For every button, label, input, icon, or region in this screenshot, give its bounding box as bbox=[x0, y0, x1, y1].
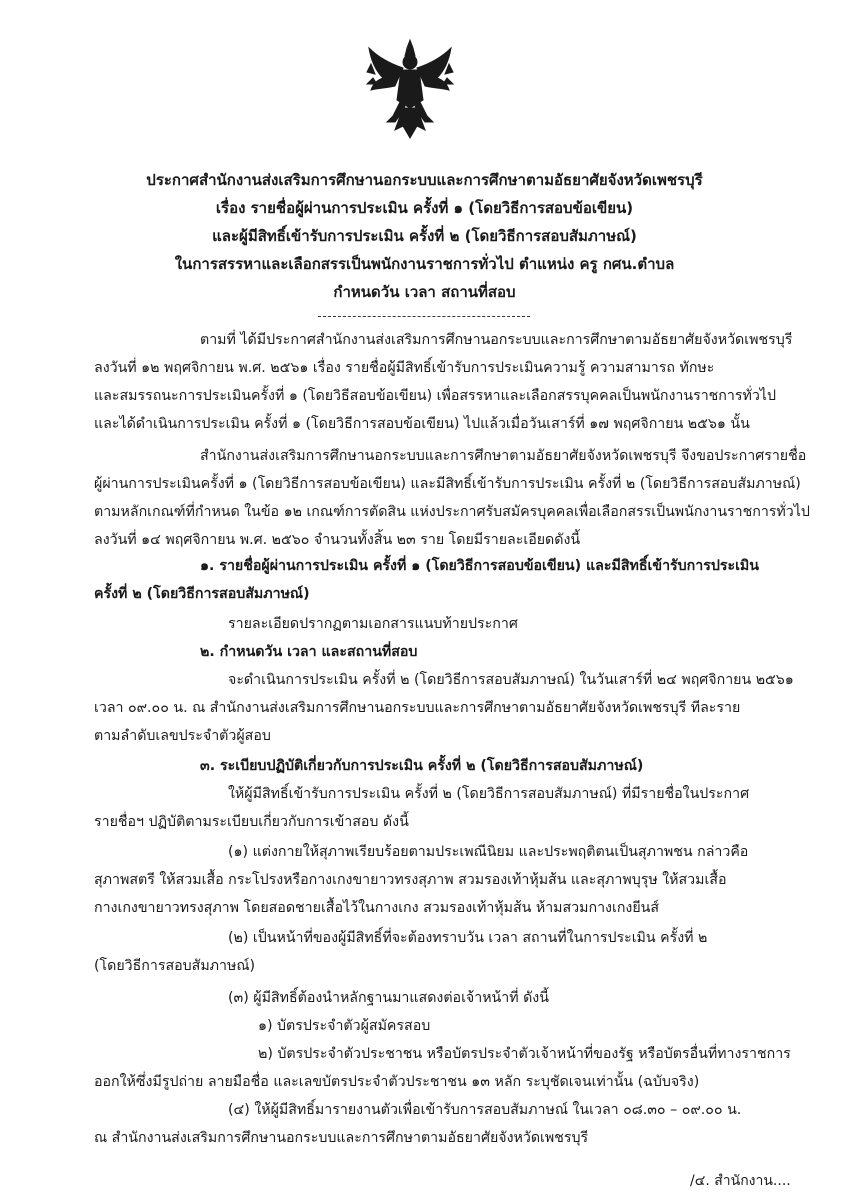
body-line: รายชื่อฯ ปฏิบัติตามระเบียบเกี่ยวกับการเข้าสอบ ดังนี้ bbox=[94, 814, 409, 830]
title-line-3: และผู้มีสิทธิ์เข้ารับการประเมิน ครั้งที่ ๒ (โดยวิธีการสอบสัมภาษณ์) bbox=[212, 227, 637, 245]
section-heading-3: ๓. ระเบียบปฏิบัติเกี่ยวกับการประเมิน ครั้งที่ ๒ (โดยวิธีการสอบสัมภาษณ์) bbox=[200, 758, 644, 774]
section-heading-2: ๒. กำหนดวัน เวลา และสถานที่สอบ bbox=[200, 644, 418, 660]
body-line: ณ สำนักงานส่งเสริมการศึกษานอกระบบและการศึกษาตามอัธยาศัยจังหวัดเพชรบุรี bbox=[94, 1130, 589, 1146]
garuda-emblem-icon bbox=[365, 38, 455, 142]
body-line: และสมรรถนะการประเมินครั้งที่ ๑ (โดยวิธีสอบข้อเขียน) เพื่อสรรหาและเลือกสรรบุคคลเป็นพนักงานราชการทั่วไป bbox=[94, 388, 776, 404]
body-line: ให้ผู้มีสิทธิ์เข้ารับการประเมิน ครั้งที่ ๒ (โดยวิธีการสอบสัมภาษณ์) ที่มีรายชื่อในประกาศ bbox=[228, 786, 750, 802]
page-continuation: /๔. สำนักงาน.... bbox=[690, 1173, 791, 1189]
title-divider bbox=[318, 316, 530, 317]
body-line: สุภาพสตรี ให้สวมเสื้อ กระโปรงหรือกางเกงขายาวทรงสุภาพ สวมรองเท้าหุ้มส้น และสุภาพบุรุษ ให้สวมเสื้อ bbox=[94, 872, 727, 888]
body-line: ผู้ผ่านการประเมินครั้งที่ ๑ (โดยวิธีการสอบข้อเขียน) และมีสิทธิ์เข้ารับการประเมิน ครั้งที่ ๒ (โดยวิธีการสอบสัมภาษณ์) bbox=[94, 476, 801, 492]
body-line: (๔) ให้ผู้มีสิทธิ์มารายงานตัวเพื่อเข้ารับการสอบสัมภาษณ์ ในเวลา ๐๘.๓๐ – ๐๙.๐๐ น. bbox=[228, 1102, 742, 1118]
body-line: ๒) บัตรประจำตัวประชาชน หรือบัตรประจำตัวเจ้าหน้าที่ของรัฐ หรือบัตรอื่นที่ทางราชการ bbox=[258, 1046, 791, 1062]
title-line-2: เรื่อง รายชื่อผู้ผ่านการประเมิน ครั้งที่ ๑ (โดยวิธีการสอบข้อเขียน) bbox=[215, 199, 634, 217]
body-line: สำนักงานส่งเสริมการศึกษานอกระบบและการศึกษาตามอัธยาศัยจังหวัดเพชรบุรี จึงขอประกาศรายชื่อ bbox=[200, 448, 807, 464]
body-line: รายละเอียดปรากฏตามเอกสารแนบท้ายประกาศ bbox=[228, 616, 518, 632]
body-line: ลงวันที่ ๑๔ พฤศจิกายน พ.ศ. ๒๕๖๐ จำนวนทั้งสิ้น ๒๓ ราย โดยมีรายละเอียดดังนี้ bbox=[94, 532, 581, 548]
title-line-5: กำหนดวัน เวลา สถานที่สอบ bbox=[333, 283, 516, 301]
body-line: จะดำเนินการประเมิน ครั้งที่ ๒ (โดยวิธีการสอบสัมภาษณ์) ในวันเสาร์ที่ ๒๔ พฤศจิกายน ๒๕๖๑ bbox=[228, 672, 794, 688]
body-line: (๓) ผู้มีสิทธิ์ต้องนำหลักฐานมาแสดงต่อเจ้าหน้าที่ ดังนี้ bbox=[228, 990, 549, 1006]
body-line: (๑) แต่งกายให้สุภาพเรียบร้อยตามประเพณีนิยม และประพฤติตนเป็นสุภาพชน กล่าวคือ bbox=[228, 844, 749, 860]
body-line: เวลา ๐๙.๐๐ น. ณ สำนักงานส่งเสริมการศึกษานอกระบบและการศึกษาตามอัธยาศัยจังหวัดเพชรบุรี ทีละราย bbox=[94, 700, 741, 716]
body-line: ตามหลักเกณฑ์ที่กำหนด ในข้อ ๑๒ เกณฑ์การตัดสิน แห่งประกาศรับสมัครบุคคลเพื่อเลือกสรรเป็นพนักงานราชการทั่วไป bbox=[94, 504, 810, 520]
body-line: กางเกงขายาวทรงสุภาพ โดยสอดชายเสื้อไว้ในกางเกง สวมรองเท้าหุ้มส้น ห้ามสวมกางเกงยีนส์ bbox=[94, 900, 660, 916]
body-line: ตามลำดับเลขประจำตัวผู้สอบ bbox=[94, 728, 271, 744]
body-line: (๒) เป็นหน้าที่ของผู้มีสิทธิ์ที่จะต้องทราบวัน เวลา สถานที่ในการประเมิน ครั้งที่ ๒ bbox=[228, 930, 708, 946]
title-line-4: ในการสรรหาและเลือกสรรเป็นพนักงานราชการทั่วไป ตำแหน่ง ครู กศน.ตำบล bbox=[174, 255, 675, 273]
section-heading-1-cont: ครั้งที่ ๒ (โดยวิธีการสอบสัมภาษณ์) bbox=[94, 586, 310, 602]
section-heading-1: ๑. รายชื่อผู้ผ่านการประเมิน ครั้งที่ ๑ (โดยวิธีการสอบข้อเขียน) และมีสิทธิ์เข้ารับการประเมิน bbox=[200, 558, 759, 574]
body-line: ออกให้ซึ่งมีรูปถ่าย ลายมือชื่อ และเลขบัตรประจำตัวประชาชน ๑๓ หลัก ระบุชัดเจนเท่านั้น (ฉบับจริง) bbox=[94, 1074, 700, 1090]
title-line-1: ประกาศสำนักงานส่งเสริมการศึกษานอกระบบและการศึกษาตามอัธยาศัยจังหวัดเพชรบุรี bbox=[146, 171, 703, 189]
body-line: ๑) บัตรประจำตัวผู้สมัครสอบ bbox=[258, 1018, 431, 1034]
body-line: (โดยวิธีการสอบสัมภาษณ์) bbox=[94, 958, 256, 974]
body-line: และได้ดำเนินการประเมิน ครั้งที่ ๑ (โดยวิธีการสอบข้อเขียน) ไปแล้วเมื่อวันเสาร์ที่ ๑๗ พฤศจิกายน ๒๕๖๑ นั้น bbox=[94, 416, 750, 432]
body-line: ลงวันที่ ๑๒ พฤศจิกายน พ.ศ. ๒๕๖๑ เรื่อง รายชื่อผู้มีสิทธิ์เข้ารับการประเมินความรู้ ความสามารถ ทักษะ bbox=[94, 360, 715, 376]
body-line: ตามที่ ได้มีประกาศสำนักงานส่งเสริมการศึกษานอกระบบและการศึกษาตามอัธยาศัยจังหวัดเพชรบุรี bbox=[200, 332, 793, 348]
